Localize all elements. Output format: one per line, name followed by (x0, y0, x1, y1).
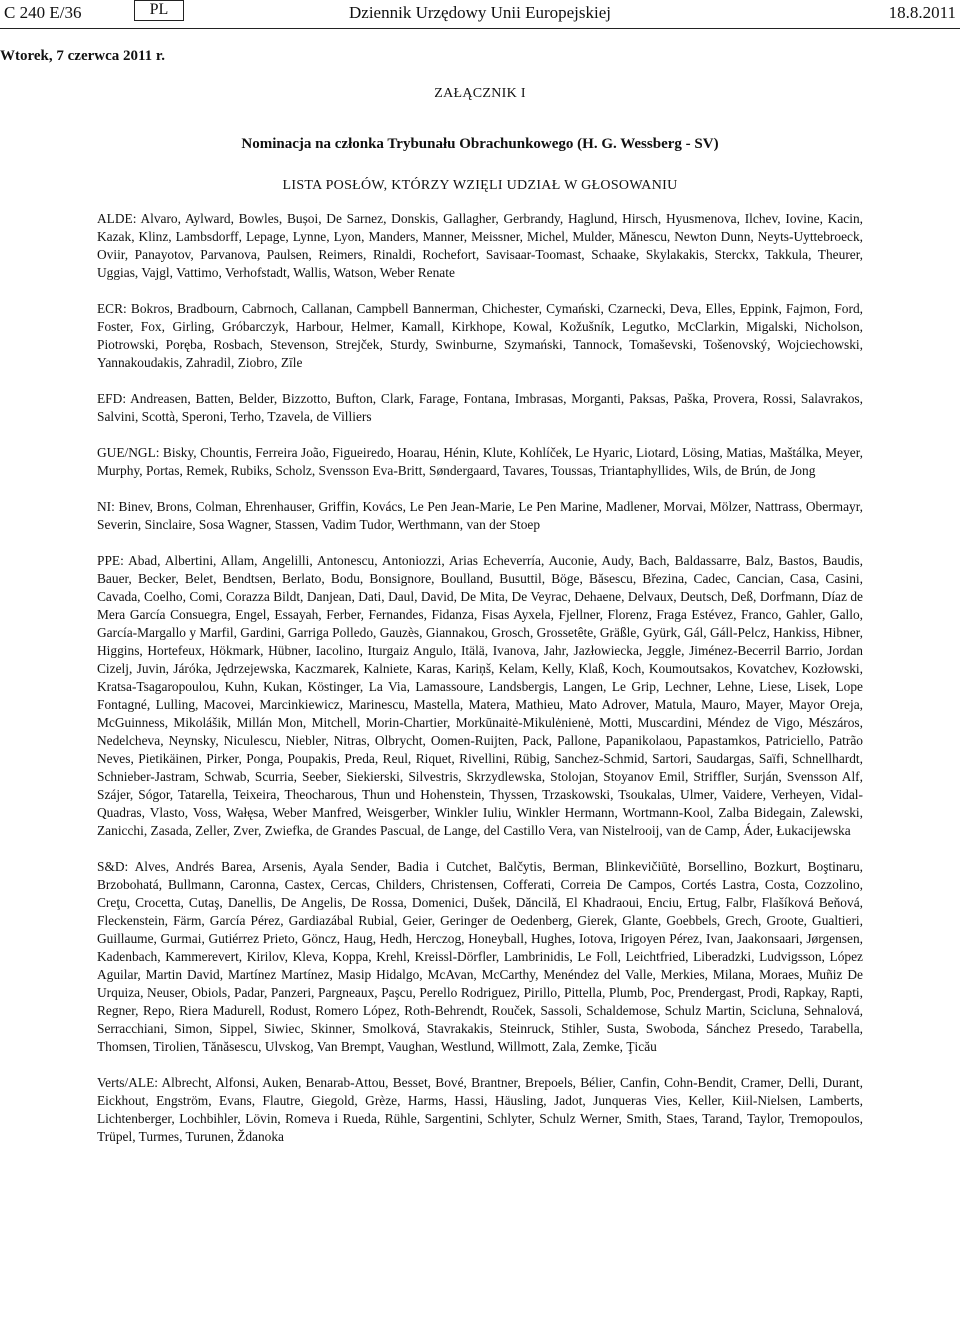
group-ppe (97, 552, 863, 840)
group-members: Bokros, Bradbourn, Cabrnoch, Callanan, Campbell Bannerman, Chichester, Cymański, Czarnecki, Deva, Elles, Eppink, Fajmon, Ford, Foster, Fox, Girling, Gróbarczyk, Harbour, Helmer, Kamall, Kirkhope, Kowal, Kožušník, Legutko, McClarkin, Migalski, Nicholson, Piotrowski, Poręba, Rosbach, Stevenson, Strejček, Sturdy, Swinburne, Szymański, Tannock, Tomaševski, Tošenovský, Wojciechowski, Yannakoudakis, Zahradil, Ziobro, Zīle (97, 301, 863, 370)
group-members: Albrecht, Alfonsi, Auken, Benarab-Attou, Besset, Bové, Brantner, Brepoels, Bélier, Canfin, Cohn-Bendit, Cramer, Delli, Durant, Eickhout, Engström, Evans, Flautre, Giegold, Grèze, Harms, Hassi, Häusling, Jadot, Junqueras Vies, Keller, Kiil-Nielsen, Lamberts, Lichtenberger, Lochbihler, Lövin, Romeva i Rueda, Rühle, Sargentini, Schlyter, Schulz Werner, Smith, Staes, Tarand, Taylor, Tremopoulos, Trüpel, Turmes, Turunen, Ždanoka (97, 1075, 863, 1144)
annex-heading: ZAŁĄCZNIK I (434, 86, 526, 101)
group-efd (97, 390, 863, 426)
group-name: NI : (97, 499, 119, 514)
group-verts-ale (97, 1074, 863, 1146)
group-gue-ngl (97, 444, 863, 480)
journal-reference: C 240 E/36 (4, 3, 82, 22)
group-members: Abad, Albertini, Allam, Angelilli, Antonescu, Antoniozzi, Arias Echeverría, Auconie, Audy, Bach, Baldassarre, Balz, Bastos, Baudis, Bauer, Becker, Belet, Bendtsen, Berlato, Bodu, Bonsignore, Boulland, Busuttil, Böge, Băsescu, Březina, Cadec, Cancian, Casa, Casini, Cavada, Coelho, Comi, Corazza Bildt, Danjean, Dati, Daul, David, De Mita, De Veyrac, Dehaene, Delvaux, Deutsch, Deß, Dorfmann, Díaz de Mera García Consuegra, Engel, Essayah, Ferber, Fernandes, Fidanza, Fisas Ayxela, Fjellner, Florenz, Fraga Estévez, Franco, Gahler, Gallo, García-Margallo y Marfil, Gardini, Garriga Polledo, Gauzès, Giannakou, Grosch, Grossetête, Gräßle, Gyürk, Gál, Gáll-Pelcz, Hankiss, Hibner, Higgins, Hortefeux, Hökmark, Hübner, Iacolino, Iturgaiz Angulo, Itälä, Ivanova, Jahr, Jazłowiecka, Jeggle, Jiménez-Becerril Barrio, Jordan Cizelj, Juvin, Járóka, Jędrzejewska, Kaczmarek, Kalniete, Karas, Kariņš, Kelam, Kelly, Klaß, Koch, Koumoutsakos, Kovatchev, Kozłowski, Kratsa-Tsagaropoulou, Kuhn, Kukan, Köstinger, La Via, Lamassoure, Landsbergis, Langen, Le Grip, Lechner, Lehne, Liese, Lisek, Lope Fontagné, Lulling, Macovei, Marcinkiewicz, Marinescu, Mastella, Matera, Mathieu, Mato Adrover, Matula, Mauro, Mayer, Mayor Oreja, McGuinness, Mikolášik, Millán Mon, Mitchell, Morin-Chartier, Morkūnaitė-Mikulėnienė, Motti, Muscardini, Méndez de Vigo, Mészáros, Nedelcheva, Neynsky, Niculescu, Niebler, Nitras, Olbrycht, Oomen-Ruijten, Pack, Pallone, Papanikolaou, Papastamkos, Patriciello, Patrão Neves, Pietikäinen, Pirker, Ponga, Poupakis, Preda, Reul, Riquet, Rivellini, Rübig, Sanchez-Schmid, Sartori, Saudargas, Saïfi, Schnellhardt, Schnieber-Jastram, Schwab, Scurria, Seeber, Siekierski, Silvestris, Skrzydlewska, Stolojan, Stoyanov Emil, Striffler, Surján, Svensson Alf, Szájer, Sógor, Tatarella, Teixeira, Theocharous, Thun und Hohenstein, Thyssen, Trzaskowski, Tsoukalas, Ulmer, Vaidere, Verheyen, Vidal-Quadras, Vlasto, Voss, Wałęsa, Weber Manfred, Weisgerber, Winkler Iuliu, Winkler Hermann, Wortmann-Kool, Zalba Bidegain, Zalewski, Zanicchi, Zasada, Zeller, Zver, Zwiefka, de Grandes Pascual, de Lange, del Castillo Vera, van Nistelrooij, van de Camp, Áder, Łukacijewska (97, 553, 863, 838)
language-box: PL (134, 0, 184, 21)
session-date: Wtorek, 7 czerwca 2011 r. (0, 48, 165, 64)
group-name: S&D : (97, 859, 135, 874)
vote-list-title: LISTA POSŁÓW, KTÓRZY WZIĘLI UDZIAŁ W GŁOSOWANIU (282, 178, 678, 193)
group-members: Bisky, Chountis, Ferreira João, Figueiredo, Hoarau, Hénin, Klute, Kohlíček, Le Hyaric, Liotard, Lösing, Matias, Maštálka, Meyer, Murphy, Portas, Remek, Rubiks, Scholz, Svensson Eva-Britt, Søndergaard, Tavares, Toussas, Triantaphyllides, Wils, de Brún, de Jong (97, 445, 863, 478)
group-members: Alvaro, Aylward, Bowles, Bușoi, De Sarnez, Donskis, Gallagher, Gerbrandy, Haglund, Hirsch, Hyusmenova, Ilchev, Iovine, Kacin, Kazak, Klinz, Lambsdorff, Lepage, Lynne, Lyon, Manders, Manner, Meissner, Michel, Mulder, Mănescu, Newton Dunn, Neyts-Uyttebroeck, Oviir, Panayotov, Parvanova, Paulsen, Reimers, Rinaldi, Rochefort, Savisaar-Toomast, Schaake, Skylakakis, Sterckx, Takkula, Theurer, Uggias, Vajgl, Vattimo, Verhofstadt, Wallis, Watson, Weber Renate (97, 211, 863, 280)
header-rule (0, 28, 960, 29)
group-name: GUE/NGL : (97, 445, 163, 460)
group-sd (97, 858, 863, 1056)
group-ni (97, 498, 863, 534)
group-name: ALDE : (97, 211, 140, 226)
group-members: Binev, Brons, Colman, Ehrenhauser, Griffin, Kovács, Le Pen Jean-Marie, Le Pen Marine, Madlener, Morvai, Mölzer, Nattrass, Obermayr, Severin, Sinclaire, Sosa Wagner, Stassen, Vadim Tudor, Werthmann, van der Stoep (97, 499, 863, 532)
page-header (0, 0, 960, 30)
group-name: ECR : (97, 301, 131, 316)
group-name: EFD : (97, 391, 130, 406)
publication-date: 18.8.2011 (888, 3, 956, 22)
political-groups-list (97, 210, 863, 1164)
nomination-title: Nominacja na członka Trybunału Obrachunkowego (H. G. Wessberg - SV) (241, 136, 719, 152)
group-members: Andreasen, Batten, Belder, Bizzotto, Bufton, Clark, Farage, Fontana, Imbrasas, Morganti, Paksas, Paška, Provera, Rossi, Salavrakos, Salvini, Scottà, Speroni, Terho, Tzavela, de Villiers (97, 391, 863, 424)
group-members: Alves, Andrés Barea, Arsenis, Ayala Sender, Badia i Cutchet, Balčytis, Berman, Blinkevičiūtė, Borsellino, Bozkurt, Boştinaru, Brzobohatá, Bullmann, Caronna, Castex, Cercas, Childers, Christensen, Cofferati, Correia De Campos, Cortés Lastra, Costa, Cozzolino, Creţu, Crocetta, Cutaş, Danellis, De Angelis, De Rossa, Domenici, Dušek, Dăncilă, El Khadraoui, Enciu, Ertug, Falbr, Flašíková Beňová, Fleckenstein, Färm, García Pérez, Gardiazábal Rubial, Geier, Geringer de Oedenberg, Gierek, Glante, Goebbels, Grech, Groote, Gualtieri, Guillaume, Gurmai, Gutiérrez Prieto, Göncz, Haug, Hedh, Herczog, Honeyball, Hughes, Iotova, Irigoyen Pérez, Ivan, Jaakonsaari, Jørgensen, Kadenbach, Kammerevert, Kirilov, Kleva, Koppa, Krehl, Kreissl-Dörfler, Lambrinidis, Le Foll, Leichtfried, Liberadzki, Ludvigsson, López Aguilar, Martin David, Martínez Martínez, Masip Hidalgo, McAvan, McCarthy, Menéndez del Valle, Merkies, Milana, Moraes, Muñiz De Urquiza, Neuser, Obiols, Padar, Panzeri, Pargneaux, Paşcu, Perello Rodriguez, Pirillo, Pittella, Plumb, Poc, Prendergast, Prodi, Rapkay, Rapti, Regner, Repo, Riera Madurell, Rodust, Romero López, Roth-Behrendt, Rouček, Sassoli, Schaldemose, Schulz Martin, Sciclunа, Sehnalová, Serracchiani, Simon, Sippel, Siwiec, Skinner, Smolková, Stavrakakis, Steinruck, Stihler, Susta, Swoboda, Sánchez Presedo, Tarabella, Thomsen, Tirolien, Tănăsescu, Ulvskog, Van Brempt, Vaughan, Westlund, Willmott, Zala, Zemke, Ţicău (97, 859, 863, 1054)
group-name: PPE : (97, 553, 128, 568)
group-name: Verts/ALE : (97, 1075, 162, 1090)
group-ecr (97, 300, 863, 372)
group-alde (97, 210, 863, 282)
journal-title: Dziennik Urzędowy Unii Europejskiej (349, 3, 612, 22)
